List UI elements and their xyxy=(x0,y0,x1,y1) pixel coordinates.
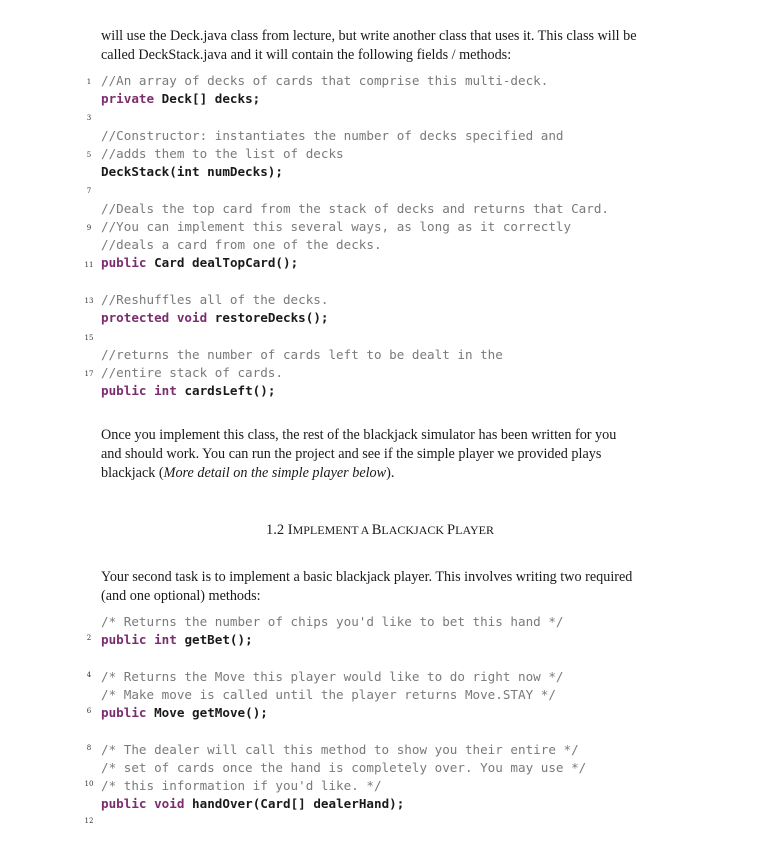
code-line xyxy=(101,127,564,145)
code-line xyxy=(101,90,260,108)
emphasis-text: More detail on the simple player below xyxy=(163,465,387,481)
code-keyword: private xyxy=(101,91,155,106)
line-number: 9 xyxy=(86,224,92,232)
code-line xyxy=(101,200,609,218)
code-line xyxy=(101,72,548,90)
code-keyword: public xyxy=(101,632,147,647)
code-type: Deck[] xyxy=(161,91,208,106)
intro-paragraph xyxy=(101,27,681,65)
code-keyword: int xyxy=(154,383,177,398)
line-number: 7 xyxy=(86,187,92,195)
intro-line-2: called DeckStack.java and it will contain the following fields / methods: xyxy=(101,47,512,63)
task-paragraph xyxy=(101,568,681,606)
para2-line-1: Once you implement this class, the rest of the blackjack simulator has been written for you xyxy=(101,427,617,443)
code-identifier: cardsLeft(); xyxy=(184,383,276,398)
code-keyword: public xyxy=(101,255,147,270)
code-line xyxy=(101,163,283,181)
code-type: Move xyxy=(154,705,185,720)
code-line xyxy=(101,218,571,236)
code-line xyxy=(101,145,344,163)
code-line xyxy=(101,777,382,795)
line-number: 3 xyxy=(86,114,92,122)
code-comment: //An array of decks of cards that comprise this multi-deck. xyxy=(101,73,549,88)
code-line xyxy=(101,741,579,759)
code-comment: /* Make move is called until the player returns Move.STAY */ xyxy=(101,687,556,702)
code-identifier: getMove(); xyxy=(192,705,268,720)
code-line xyxy=(101,291,328,309)
line-number: 4 xyxy=(86,671,92,679)
code-keyword: public xyxy=(101,383,147,398)
code-comment: /* this information if you'd like. */ xyxy=(101,778,382,793)
code-keyword: public xyxy=(101,705,147,720)
code-comment: //Reshuffles all of the decks. xyxy=(101,292,329,307)
para2-line-2: and should work. You can run the project and see if the simple player we provided plays xyxy=(101,446,602,462)
code-line xyxy=(101,686,556,704)
line-number: 2 xyxy=(86,634,92,642)
code-comment: /* Returns the Move this player would like to do right now */ xyxy=(101,669,564,684)
code-identifier: dealTopCard(); xyxy=(192,255,299,270)
code-type: Card xyxy=(154,255,185,270)
code-line xyxy=(101,631,253,649)
code-line xyxy=(101,346,503,364)
line-number: 12 xyxy=(84,817,94,825)
line-number: 6 xyxy=(86,707,92,715)
code-comment: //entire stack of cards. xyxy=(101,365,283,380)
code-line xyxy=(101,364,283,382)
intro-line-1: will use the Deck.java class from lecture, but write another class that uses it. This class will be xyxy=(101,28,637,44)
code-line xyxy=(101,236,382,254)
code-comment: //You can implement this several ways, as long as it correctly xyxy=(101,219,572,234)
code-identifier: handOver(Card[] dealerHand); xyxy=(192,796,405,811)
code-identifier: restoreDecks(); xyxy=(214,310,329,325)
code-keyword: void xyxy=(176,310,208,325)
line-number: 8 xyxy=(86,744,92,752)
code-comment: /* The dealer will call this method to show you their entire */ xyxy=(101,742,579,757)
code-comment: //Deals the top card from the stack of decks and returns that Card. xyxy=(101,201,609,216)
line-number: 1 xyxy=(86,78,92,86)
code-line xyxy=(101,795,404,813)
line-number: 17 xyxy=(84,370,94,378)
line-number: 5 xyxy=(86,151,92,159)
code-line xyxy=(101,254,298,272)
line-number: 11 xyxy=(84,261,94,269)
code-line xyxy=(101,759,586,777)
code-keyword: void xyxy=(154,796,185,811)
code-comment: /* set of cards once the hand is completely over. You may use */ xyxy=(101,760,587,775)
code-line xyxy=(101,613,564,631)
code-comment: //returns the number of cards left to be dealt in the xyxy=(101,347,503,362)
code-line xyxy=(101,668,564,686)
para3-line-2: (and one optional) methods: xyxy=(101,588,261,604)
code-keyword: public xyxy=(101,796,147,811)
code-line xyxy=(101,382,275,400)
line-number: 15 xyxy=(84,334,94,342)
code-comment: //Constructor: instantiates the number of decks specified and xyxy=(101,128,564,143)
code-identifier: getBet(); xyxy=(184,632,253,647)
code-comment: //deals a card from one of the decks. xyxy=(101,237,382,252)
code-line xyxy=(101,704,268,722)
code-keyword: int xyxy=(154,632,177,647)
code-identifier: DeckStack(int numDecks); xyxy=(101,164,283,179)
line-number: 13 xyxy=(84,297,94,305)
code-identifier: decks; xyxy=(214,91,261,106)
code-line xyxy=(101,309,329,327)
para2-line-3: blackjack (More detail on the simple player below). xyxy=(101,465,395,481)
line-number: 10 xyxy=(84,780,94,788)
code-comment: /* Returns the number of chips you'd like to bet this hand */ xyxy=(101,614,564,629)
code-keyword: protected xyxy=(101,310,170,325)
code-comment: //adds them to the list of decks xyxy=(101,146,344,161)
section-heading: 1.2 IMPLEMENT A BLACKJACK PLAYER xyxy=(265,522,495,538)
implementation-paragraph xyxy=(101,426,681,483)
para3-line-1: Your second task is to implement a basic blackjack player. This involves writing two required xyxy=(101,569,633,585)
